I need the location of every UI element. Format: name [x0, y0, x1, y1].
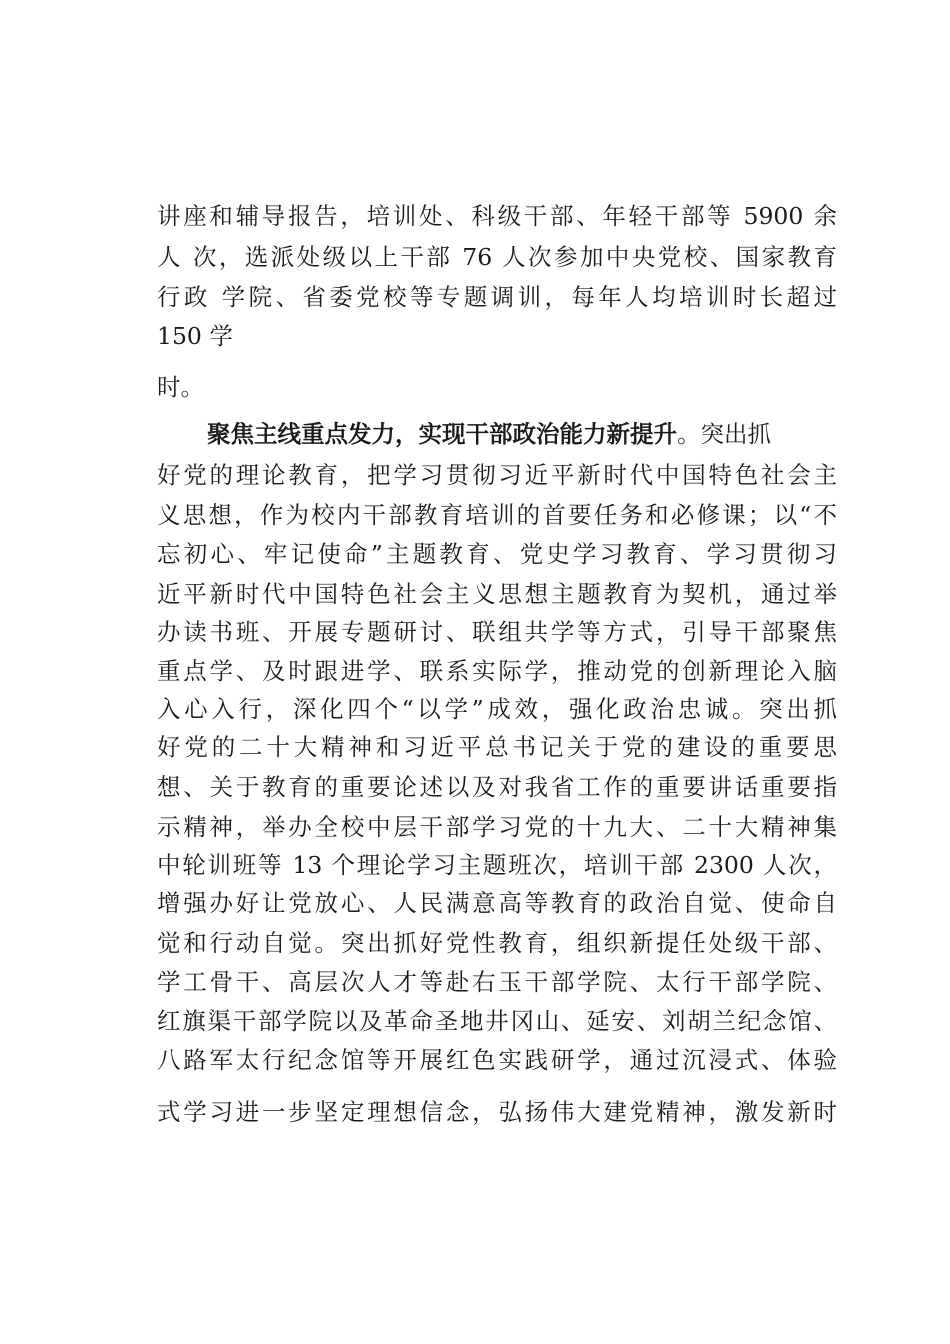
- paragraph2-first-line-rest: 。突出抓: [677, 420, 771, 448]
- paragraph2-line: 好党的二十大精神和习近平总书记关于党的建设的重要思: [157, 733, 837, 761]
- paragraph2-line: 好党的理论教育，把学习贯彻习近平新时代中国特色社会主: [157, 461, 837, 489]
- paragraph2-line: 想、关于教育的重要论述以及对我省工作的重要讲话重要指: [157, 773, 837, 801]
- paragraph2-line: 觉和行动自觉。突出抓好党性教育，组织新提任处级干部、: [157, 929, 837, 957]
- paragraph2-first-line: [207, 419, 837, 449]
- paragraph2-line: 重点学、及时跟进学、联系实际学，推动党的创新理论入脑: [157, 657, 837, 685]
- paragraph2-line: 八路军太行纪念馆等开展红色实践研学，通过沉浸式、体验: [157, 1046, 837, 1074]
- paragraph2-line: 义思想，作为校内干部教育培训的首要任务和必修课；以“不: [157, 501, 837, 529]
- paragraph1-line-5: 时。: [157, 373, 204, 401]
- paragraph2-line: 式学习进一步坚定理想信念，弘扬伟大建党精神，激发新时: [157, 1098, 837, 1126]
- paragraph2-line: 近平新时代中国特色社会主义思想主题教育为契机，通过举: [157, 580, 837, 608]
- paragraph2-line: 红旗渠干部学院以及革命圣地井冈山、延安、刘胡兰纪念馆、: [157, 1007, 837, 1035]
- paragraph2-line: 学工骨干、高层次人才等赴右玉干部学院、太行干部学院、: [157, 968, 837, 996]
- paragraph1-line-3: 行政 学院、省委党校等专题调训，每年人均培训时长超过: [157, 283, 837, 311]
- paragraph1-line-1: 讲座和辅导报告，培训处、科级干部、年轻干部等 5900 余: [157, 202, 837, 230]
- paragraph2-line: 增强办好让党放心、人民满意高等教育的政治自觉、使命自: [157, 889, 837, 917]
- paragraph2-line: 入心入行，深化四个“以学”成效，强化政治忠诚。突出抓: [157, 695, 837, 723]
- paragraph2-line: 中轮训班等 13 个理论学习主题班次，培训干部 2300 人次，: [157, 851, 837, 879]
- paragraph1-line-2: 人 次，选派处级以上干部 76 人次参加中央党校、国家教育: [157, 243, 837, 271]
- paragraph2-line: 示精神，举办全校中层干部学习党的十九大、二十大精神集: [157, 813, 837, 841]
- paragraph1-line-4: 150 学: [157, 322, 233, 350]
- paragraph2-heading: 聚焦主线重点发力，实现干部政治能力新提升: [207, 420, 677, 448]
- paragraph2-line: 办读书班、开展专题研讨、联组共学等方式，引导干部聚焦: [157, 618, 837, 646]
- paragraph2-line: 忘初心、牢记使命”主题教育、党史学习教育、学习贯彻习: [157, 540, 837, 568]
